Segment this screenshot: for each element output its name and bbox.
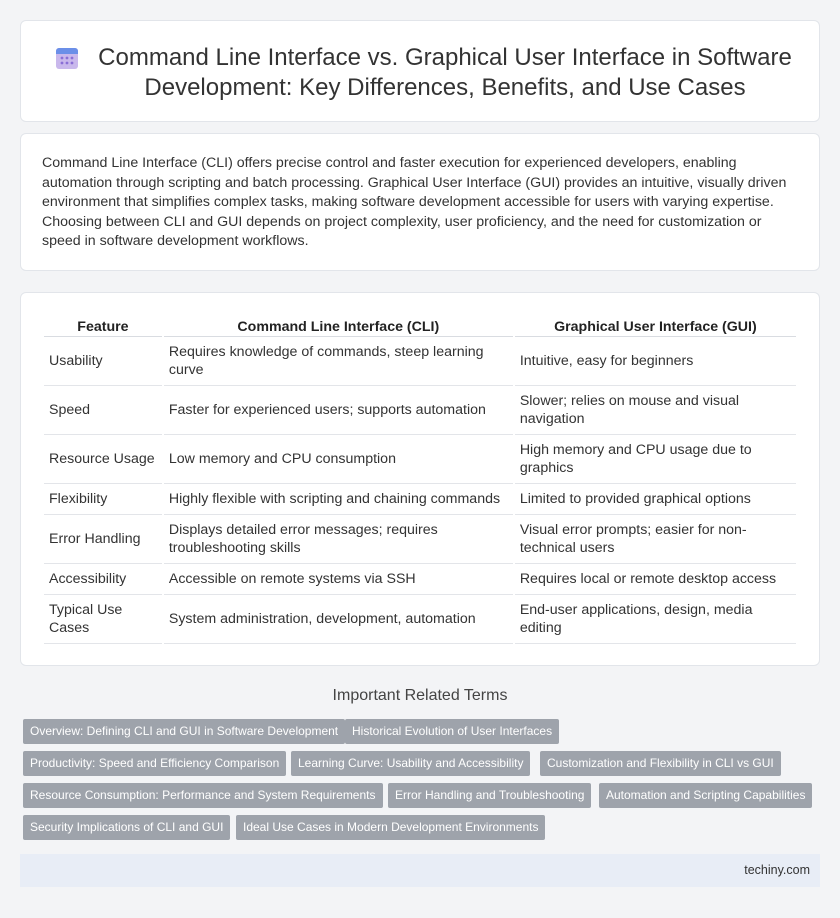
- cli-cell: Highly flexible with scripting and chaining commands: [164, 484, 513, 515]
- table-row: [44, 484, 796, 515]
- table-row: [44, 435, 796, 484]
- feature-cell: Typical Use Cases: [44, 595, 162, 644]
- intro-paragraph: Command Line Interface (CLI) offers precise control and faster execution for experienced developers, enabling automation through scripting and batch processing. Graphical User Interface (GUI) provides an intuitive, visually driven environment that simplifies complex tasks, making software development accessible for users with varying expertise. Choosing between CLI and GUI depends on project complexity, user proficiency, and the need for customization or speed in software development workflows.: [42, 155, 787, 250]
- related-terms-heading: Important Related Terms: [332, 687, 508, 704]
- feature-cell: Usability: [44, 337, 162, 386]
- gui-cell: Intuitive, easy for beginners: [515, 337, 796, 386]
- related-term-tag[interactable]: Productivity: Speed and Efficiency Comparison: [23, 751, 286, 776]
- gui-cell: End-user applications, design, media editing: [515, 595, 796, 644]
- table-row: [44, 337, 796, 386]
- feature-cell: Accessibility: [44, 564, 162, 595]
- gui-cell: Requires local or remote desktop access: [515, 564, 796, 595]
- gui-cell: Limited to provided graphical options: [515, 484, 796, 515]
- gui-cell: Slower; relies on mouse and visual navigation: [515, 386, 796, 435]
- table-row: [44, 564, 796, 595]
- related-term-tag[interactable]: Customization and Flexibility in CLI vs GUI: [540, 751, 781, 776]
- gui-cell: Visual error prompts; easier for non-technical users: [515, 515, 796, 564]
- cli-cell: Low memory and CPU consumption: [164, 435, 513, 484]
- related-term-tag[interactable]: Historical Evolution of User Interfaces: [345, 719, 559, 744]
- cli-cell: Displays detailed error messages; requires troubleshooting skills: [164, 515, 513, 564]
- page-title: Command Line Interface vs. Graphical User Interface in Software Development: Key Differences, Benefits, and Use Cases: [98, 44, 792, 101]
- gui-cell: High memory and CPU usage due to graphics: [515, 435, 796, 484]
- related-term-tag[interactable]: Learning Curve: Usability and Accessibility: [291, 751, 530, 776]
- comparison-table-card: [20, 292, 820, 666]
- feature-cell: Resource Usage: [44, 435, 162, 484]
- cli-cell: Requires knowledge of commands, steep learning curve: [164, 337, 513, 386]
- table-row: [44, 515, 796, 564]
- feature-cell: Error Handling: [44, 515, 162, 564]
- cli-cell: Accessible on remote systems via SSH: [164, 564, 513, 595]
- related-term-tag[interactable]: Resource Consumption: Performance and System Requirements: [23, 783, 383, 808]
- related-term-tag[interactable]: Security Implications of CLI and GUI: [23, 815, 230, 840]
- footer-bar: [20, 854, 820, 887]
- calendar-grid-icon: [55, 46, 79, 70]
- title-card: [20, 20, 820, 122]
- header-cli: Command Line Interface (CLI): [164, 315, 513, 337]
- comparison-table: [42, 315, 798, 644]
- related-term-tag[interactable]: Overview: Defining CLI and GUI in Software Development: [23, 719, 345, 744]
- table-row: [44, 595, 796, 644]
- related-term-tag[interactable]: Error Handling and Troubleshooting: [388, 783, 591, 808]
- cli-cell: Faster for experienced users; supports automation: [164, 386, 513, 435]
- intro-card: [20, 133, 820, 271]
- table-header-row: [44, 315, 796, 337]
- feature-cell: Speed: [44, 386, 162, 435]
- header-gui: Graphical User Interface (GUI): [515, 315, 796, 337]
- related-term-tag[interactable]: Ideal Use Cases in Modern Development Environments: [236, 815, 545, 840]
- cli-cell: System administration, development, automation: [164, 595, 513, 644]
- related-term-tag[interactable]: Automation and Scripting Capabilities: [599, 783, 812, 808]
- table-row: [44, 386, 796, 435]
- footer-site-name: techiny.com: [744, 863, 810, 877]
- header-feature: Feature: [44, 315, 162, 337]
- feature-cell: Flexibility: [44, 484, 162, 515]
